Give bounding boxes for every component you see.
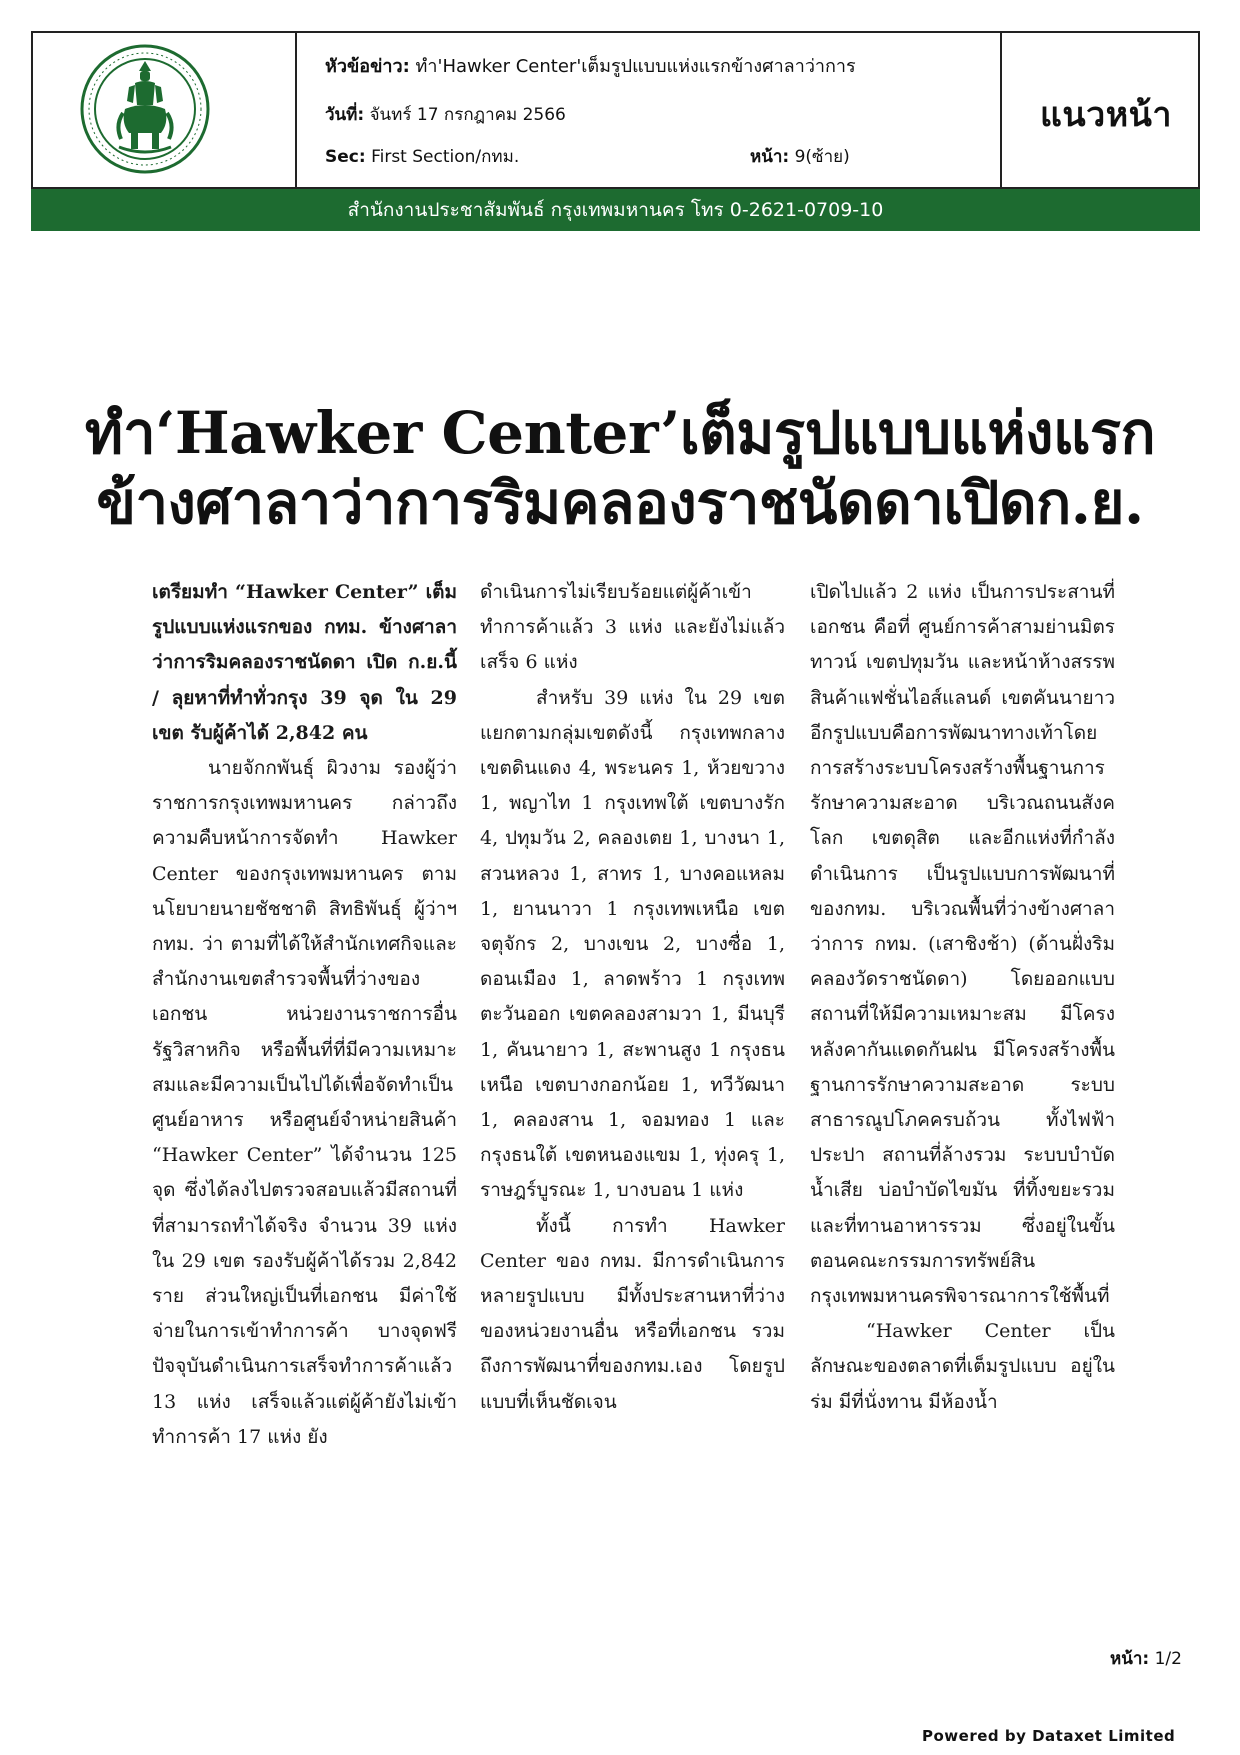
article-paragraph: ดำเนินการไม่เรียบร้อยแต่ผู้ค้าเข้าทำการค้าแล้ว 3 แห่ง และยังไม่แล้วเสร็จ 6 แห่ง [480, 581, 785, 674]
date-row [325, 101, 566, 128]
bangkok-city-seal-icon [79, 43, 211, 175]
date-value: จันทร์ 17 กรกฎาคม 2566 [369, 105, 566, 125]
headline-value: ทำ'Hawker Center'เต็มรูปแบบแห่งแรกข้างศาลาว่าการ [415, 56, 856, 77]
headline-label: หัวข้อข่าว: [325, 56, 410, 77]
headline-line-1: ทำ‘Hawker Center’เต็มรูปแบบแห่งแรก [84, 399, 1156, 467]
logo-cell [33, 33, 297, 187]
sec-label: Sec: [325, 147, 366, 167]
article-paragraph: นายจักกพันธุ์ ผิวงาม รองผู้ว่าราชการกรุงเทพมหานคร กล่าวถึงความคืบหน้าการจัดทำ Hawker Center ของกรุงเทพมหานคร ตามนโยบายนายชัชชาติ สิทธิพันธุ์ ผู้ว่าฯ กทม. ว่า ตามที่ได้ให้สำนักเทศกิจและสำนักงานเขตสำรวจพื้นที่ว่างของเอกชน หน่วยงานราชการอื่น รัฐวิสาหกิจ หรือพื้นที่ที่มีความเหมาะสมและมีความเป็นไปได้เพื่อจัดทำเป็นศูนย์อาหาร หรือศูนย์จำหน่ายสินค้า “Hawker Center” ได้จำนวน 125 จุด ซึ่งได้ลงไปตรวจสอบแล้วมีสถานที่ที่สามารถทำได้จริง จำนวน 39 แห่ง ใน 29 เขต รองรับผู้ค้าได้รวม 2,842 ราย ส่วนใหญ่เป็นที่เอกชน มีค่าใช้จ่ายในการเข้าทำการค้า บางจุดฟรี ปัจจุบันดำเนินการเสร็จทำการค้าแล้ว 13 แห่ง เสร็จแล้วแต่ผู้ค้ายังไม่เข้าทำการค้า 17 แห่ง ยัง [152, 757, 457, 1448]
page-ref-value: 9(ซ้าย) [794, 147, 850, 167]
article-headline [0, 398, 1240, 538]
headline-row [325, 51, 856, 80]
section-cell [1000, 33, 1200, 187]
sec-row [325, 143, 519, 170]
article-column-2 [480, 575, 785, 1420]
publication-name: แนวหน้า [1040, 95, 1172, 135]
headline-line-2: ข้างศาลาว่าการริมคลองราชนัดดาเปิดก.ย. [96, 469, 1144, 537]
article-paragraph: เปิดไปแล้ว 2 แห่ง เป็นการประสานที่เอกชน คือที่ ศูนย์การค้าสามย่านมิตรทาวน์ เขตปทุมวัน และหน้าห้างสรรพสินค้าแฟชั่นไอส์แลนด์ เขตคันนายาว อีกรูปแบบคือการพัฒนาทางเท้าโดยการสร้างระบบโครงสร้างพื้นฐานการรักษาความสะอาด บริเวณถนนสังคโลก เขตดุสิต และอีกแห่งที่กำลังดำเนินการ เป็นรูปแบบการพัฒนาที่ของกทม. บริเวณพื้นที่ว่างข้างศาลาว่าการ กทม. (เสาชิงช้า) (ด้านฝั่งริมคลองวัดราชนัดดา) โดยออกแบบสถานที่ให้มีความเหมาะสม มีโครงหลังคากันแดดกันฝน มีโครงสร้างพื้นฐานการรักษาความสะอาด ระบบสาธารณูปโภคครบถ้วน ทั้งไฟฟ้าประปา สถานที่ล้างรวม ระบบบำบัดน้ำเสีย บ่อบำบัดไขมัน ที่ทิ้งขยะรวม และที่ทานอาหารรวม ซึ่งอยู่ในขั้นตอนคณะกรรมการทรัพย์สินกรุงเทพมหานครพิจารณาการใช้พื้นที่ [810, 581, 1115, 1308]
clipping-info [295, 33, 1002, 187]
article-column-1 [152, 575, 457, 1455]
page-number-label: หน้า: [1110, 1649, 1150, 1669]
header-box [31, 31, 1200, 189]
article-paragraph: “Hawker Center เป็นลักษณะของตลาดที่เต็มรูปแบบ อยู่ในร่ม มีที่นั่งทาน มีห้องน้ำ [810, 1320, 1115, 1413]
page-ref-label: หน้า: [750, 147, 790, 167]
sec-value: First Section/กทม. [371, 147, 520, 167]
article-paragraph: ทั้งนี้ การทำ Hawker Center ของ กทม. มีการดำเนินการหลายรูปแบบ มีทั้งประสานหาที่ว่างของหน่วยงานอื่น หรือที่เอกชน รวมถึงการพัฒนาที่ของกทม.เอง โดยรูปแบบที่เห็นชัดเจน [480, 1214, 785, 1413]
date-label: วันที่: [325, 105, 365, 125]
page-ref [750, 143, 850, 170]
contact-bar: สำนักงานประชาสัมพันธ์ กรุงเทพมหานคร โทร 0-2621-0709-10 [31, 189, 1200, 231]
article-column-3 [810, 575, 1115, 1420]
article-lead: เตรียมทำ “Hawker Center” เต็มรูปแบบแห่งแรกของ กทม. ข้างศาลาว่าการริมคลองราชนัดดา เปิด ก.ย.นี้ / ลุยหาที่ทำทั่วกรุง 39 จุด ใน 29 เขต รับผู้ค้าได้ 2,842 คน [152, 581, 457, 744]
article-paragraph: สำหรับ 39 แห่ง ใน 29 เขต แยกตามกลุ่มเขตดังนี้ กรุงเทพกลาง เขตดินแดง 4, พระนคร 1, ห้วยขวาง 1, พญาไท 1 กรุงเทพใต้ เขตบางรัก 4, ปทุมวัน 2, คลองเตย 1, บางนา 1, สวนหลวง 1, สาทร 1, บางคอแหลม 1, ยานนาวา 1 กรุงเทพเหนือ เขตจตุจักร 2, บางเขน 2, บางซื่อ 1, ดอนเมือง 1, ลาดพร้าว 1 กรุงเทพตะวันออก เขตคลองสามวา 1, มีนบุรี 1, คันนายาว 1, สะพานสูง 1 กรุงธนเหนือ เขตบางกอกน้อย 1, ทวีวัฒนา 1, คลองสาน 1, จอมทอง 1 และกรุงธนใต้ เขตหนองแขม 1, ทุ่งครุ 1, ราษฎร์บูรณะ 1, บางบอน 1 แห่ง [480, 686, 785, 1202]
powered-by: Powered by Dataxet Limited [922, 1727, 1176, 1745]
page-number-value: 1/2 [1154, 1649, 1182, 1669]
page-number [1110, 1645, 1182, 1672]
clipping-header [31, 31, 1200, 231]
